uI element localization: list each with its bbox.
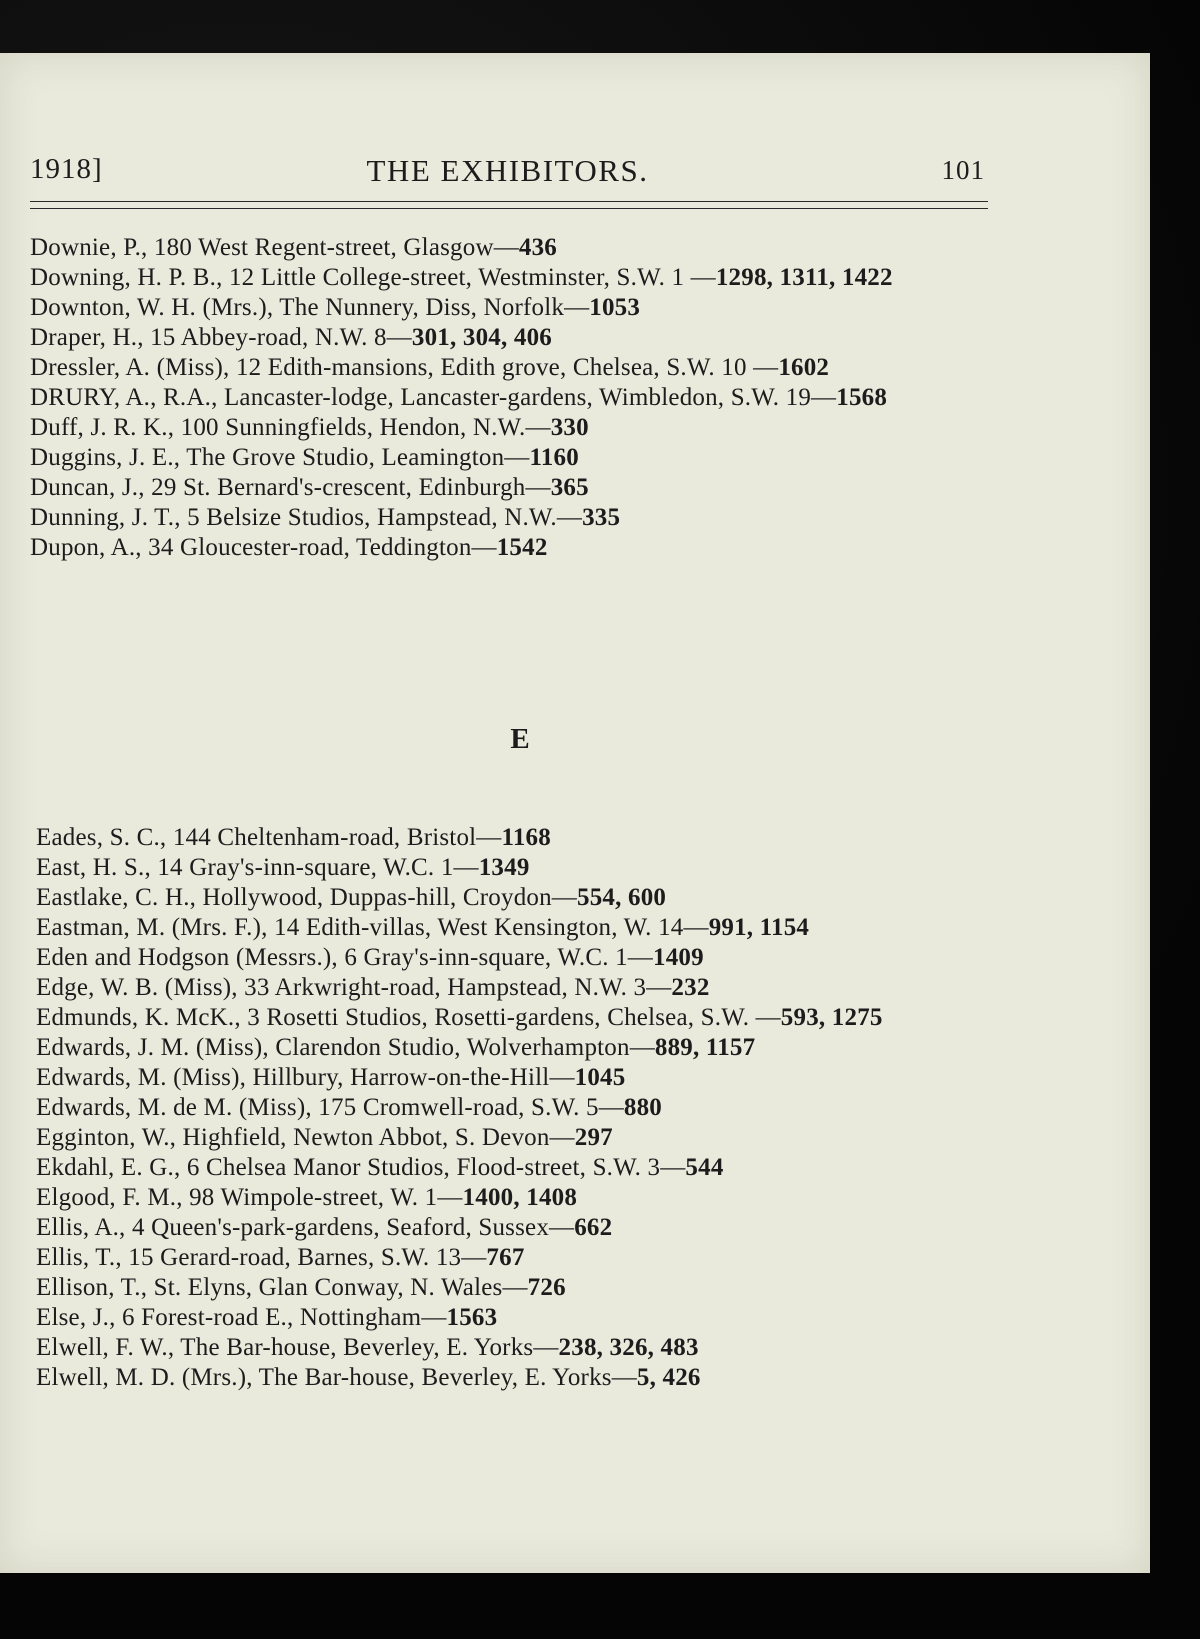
list-item <box>30 503 990 533</box>
entry-text: Ellison, T., St. Elyns, Glan Conway, N. Wales— <box>36 1274 528 1301</box>
entry-text: Duncan, J., 29 St. Bernard's-crescent, Edinburgh— <box>30 474 551 501</box>
list-item <box>36 883 992 913</box>
entry-catalogue-numbers: 544 <box>685 1154 724 1181</box>
entry-text: Else, J., 6 Forest-road E., Nottingham— <box>36 1304 447 1331</box>
list-item <box>36 973 992 1003</box>
entry-text: Elwell, M. D. (Mrs.), The Bar-house, Beverley, E. Yorks— <box>36 1364 637 1391</box>
list-item <box>30 323 990 353</box>
list-item <box>36 1363 992 1393</box>
list-item <box>36 1153 992 1183</box>
entry-text: Egginton, W., Highfield, Newton Abbot, S. Devon— <box>36 1124 575 1151</box>
list-item <box>36 1273 992 1303</box>
entry-text: Edge, W. B. (Miss), 33 Arkwright-road, Hampstead, N.W. 3— <box>36 974 672 1001</box>
list-item <box>36 1333 992 1363</box>
list-item <box>36 1063 992 1093</box>
list-item <box>30 413 990 443</box>
page-title: THE EXHIBITORS. <box>366 153 649 188</box>
list-item <box>30 443 990 473</box>
book-page <box>0 53 1150 1573</box>
header-rule-bottom <box>30 208 988 209</box>
list-item <box>30 233 990 263</box>
entry-text: Downie, P., 180 West Regent-street, Glasgow— <box>30 234 519 261</box>
entry-catalogue-numbers: 1053 <box>589 294 641 321</box>
entry-catalogue-numbers: 1168 <box>501 824 551 851</box>
entry-catalogue-numbers: 301, 304, 406 <box>411 324 552 351</box>
entry-text: Edmunds, K. McK., 3 Rosetti Studios, Rosetti-gardens, Chelsea, S.W. — <box>36 1004 781 1031</box>
list-item <box>36 1303 992 1333</box>
list-item <box>30 353 990 383</box>
entry-text: East, H. S., 14 Gray's-inn-square, W.C. 1— <box>36 854 479 881</box>
entry-catalogue-numbers: 1349 <box>478 854 530 881</box>
entry-text: Downton, W. H. (Mrs.), The Nunnery, Diss, Norfolk— <box>30 294 590 321</box>
entry-text: Duff, J. R. K., 100 Sunningfields, Hendon, N.W.— <box>30 414 551 441</box>
list-item <box>36 1033 992 1063</box>
entry-catalogue-numbers: 554, 600 <box>577 884 667 911</box>
entry-catalogue-numbers: 330 <box>550 414 589 441</box>
list-item <box>36 823 992 853</box>
entry-catalogue-numbers: 1160 <box>529 444 579 471</box>
entry-text: Draper, H., 15 Abbey-road, N.W. 8— <box>30 324 412 351</box>
entry-catalogue-numbers: 1400, 1408 <box>462 1184 578 1211</box>
entry-text: Duggins, J. E., The Grove Studio, Leamington— <box>30 444 530 471</box>
entry-catalogue-numbers: 1602 <box>778 354 830 381</box>
entry-text: Edwards, J. M. (Miss), Clarendon Studio, Wolverhampton— <box>36 1034 655 1061</box>
list-item <box>36 943 992 973</box>
entry-text: Ellis, A., 4 Queen's-park-gardens, Seaford, Sussex— <box>36 1214 575 1241</box>
d-entries-list <box>30 233 990 563</box>
entry-catalogue-numbers: 1563 <box>446 1304 498 1331</box>
list-item <box>30 383 990 413</box>
entry-text: Dupon, A., 34 Gloucester-road, Teddington— <box>30 534 497 561</box>
list-item <box>36 913 992 943</box>
running-head-year: 1918] <box>30 153 103 185</box>
entry-text: Dunning, J. T., 5 Belsize Studios, Hampstead, N.W.— <box>30 504 583 531</box>
entry-catalogue-numbers: 880 <box>623 1094 663 1121</box>
list-item <box>36 1183 992 1213</box>
entry-text: Downing, H. P. B., 12 Little College-street, Westminster, S.W. 1 — <box>30 264 716 291</box>
entry-text: Ekdahl, E. G., 6 Chelsea Manor Studios, Flood-street, S.W. 3— <box>36 1154 686 1181</box>
list-item <box>30 293 990 323</box>
entry-catalogue-numbers: 593, 1275 <box>780 1004 883 1031</box>
entry-text: Eades, S. C., 144 Cheltenham-road, Bristol— <box>36 824 502 851</box>
list-item <box>30 533 990 563</box>
entry-catalogue-numbers: 232 <box>671 974 710 1001</box>
entry-text: DRURY, A., R.A., Lancaster-lodge, Lancaster-gardens, Wimbledon, S.W. 19— <box>30 384 837 411</box>
list-item <box>36 1123 992 1153</box>
entry-catalogue-numbers: 889, 1157 <box>654 1034 756 1061</box>
entry-catalogue-numbers: 767 <box>486 1244 525 1271</box>
entry-catalogue-numbers: 1298, 1311, 1422 <box>715 264 893 291</box>
entry-catalogue-numbers: 436 <box>518 234 558 261</box>
entry-catalogue-numbers: 1568 <box>836 384 888 411</box>
entry-catalogue-numbers: 662 <box>574 1214 613 1241</box>
e-entries-list <box>36 823 992 1393</box>
entry-catalogue-numbers: 1409 <box>653 944 704 971</box>
list-item <box>30 263 990 293</box>
page-number: 101 <box>941 155 985 185</box>
entry-text: Elwell, F. W., The Bar-house, Beverley, E. Yorks— <box>36 1334 559 1361</box>
running-head <box>30 153 985 193</box>
entry-catalogue-numbers: 5, 426 <box>636 1364 701 1391</box>
entry-text: Edwards, M. de M. (Miss), 175 Cromwell-road, S.W. 5— <box>36 1094 624 1121</box>
entry-text: Eden and Hodgson (Messrs.), 6 Gray's-inn-square, W.C. 1— <box>36 944 654 971</box>
section-heading-letter: E <box>510 723 530 755</box>
entry-text: Dressler, A. (Miss), 12 Edith-mansions, Edith grove, Chelsea, S.W. 10 — <box>30 354 779 381</box>
entry-text: Elgood, F. M., 98 Wimpole-street, W. 1— <box>36 1184 463 1211</box>
entry-text: Ellis, T., 15 Gerard-road, Barnes, S.W. 13— <box>36 1244 487 1271</box>
list-item <box>36 1003 992 1033</box>
list-item <box>36 1213 992 1243</box>
list-item <box>36 1243 992 1273</box>
list-item <box>30 473 990 503</box>
entry-catalogue-numbers: 1045 <box>574 1064 626 1091</box>
entry-text: Eastman, M. (Mrs. F.), 14 Edith-villas, West Kensington, W. 14— <box>36 914 709 941</box>
header-rule-top <box>30 201 988 202</box>
entry-catalogue-numbers: 726 <box>527 1274 566 1301</box>
entry-catalogue-numbers: 335 <box>582 504 621 531</box>
entry-catalogue-numbers: 1542 <box>496 534 548 561</box>
entry-catalogue-numbers: 297 <box>574 1124 613 1151</box>
list-item <box>36 853 992 883</box>
entry-catalogue-numbers: 365 <box>550 474 589 501</box>
list-item <box>36 1093 992 1123</box>
entry-text: Eastlake, C. H., Hollywood, Duppas-hill, Croydon— <box>36 884 578 911</box>
entry-catalogue-numbers: 238, 326, 483 <box>558 1334 699 1361</box>
entry-text: Edwards, M. (Miss), Hillbury, Harrow-on-the-Hill— <box>36 1064 575 1091</box>
entry-catalogue-numbers: 991, 1154 <box>708 914 810 941</box>
